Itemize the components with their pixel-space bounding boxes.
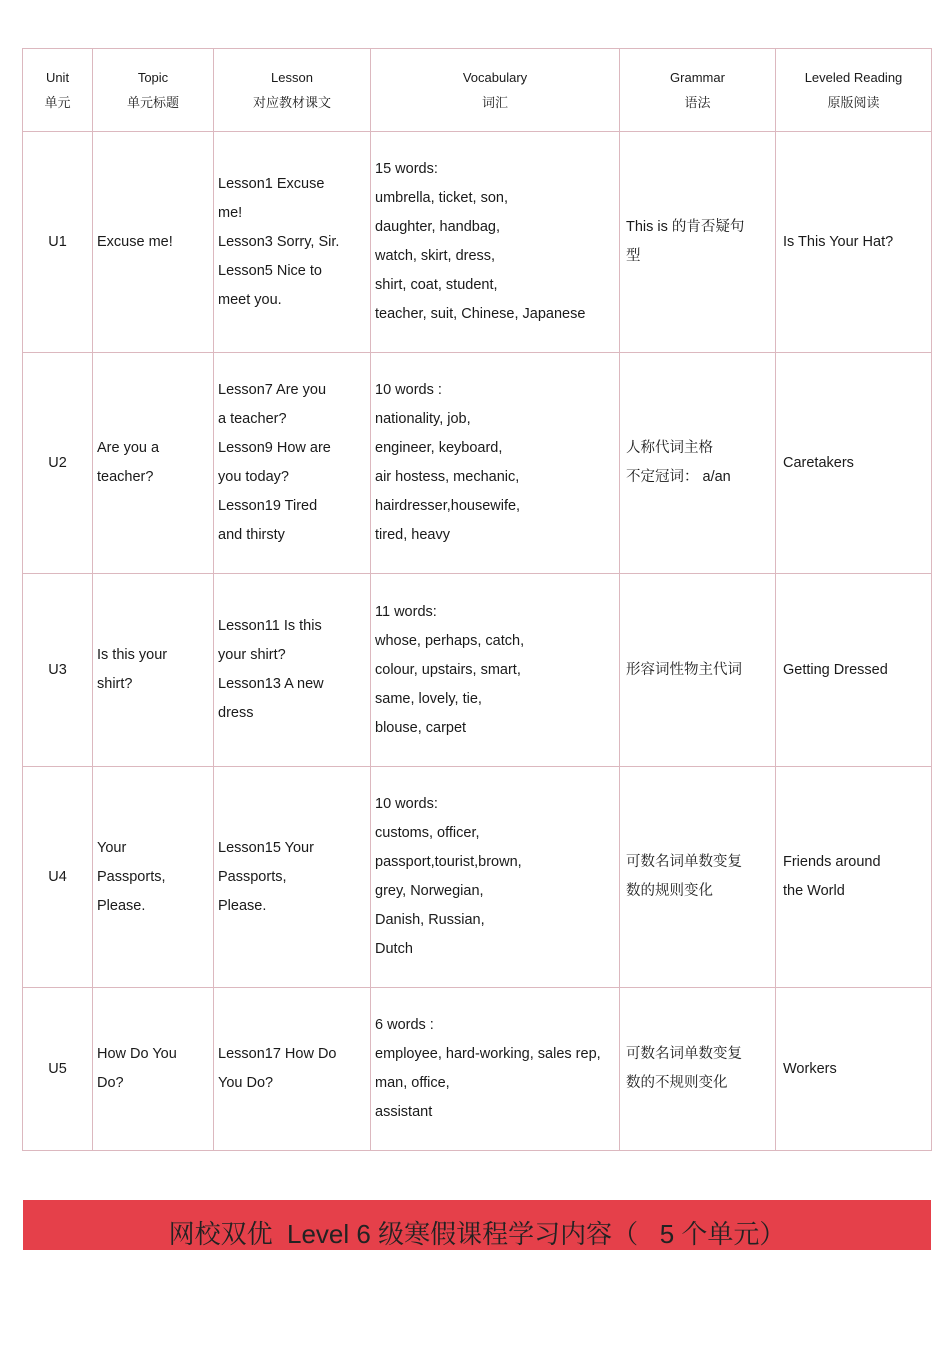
header-lesson: [214, 49, 371, 132]
header-zh: 语法: [684, 95, 711, 110]
cell-lesson: Lesson7 Are you a teacher? Lesson9 How are you today? Lesson19 Tired and thirsty: [214, 353, 371, 574]
table-row-u2: [23, 353, 932, 574]
table-row-u3: [23, 574, 932, 767]
header-reading: [776, 49, 932, 132]
cell-reading: Friends around the World: [776, 767, 932, 988]
header-en: Topic: [137, 70, 169, 85]
header-en: Leveled Reading: [804, 70, 903, 85]
cell-unit: U4: [23, 767, 93, 988]
cell-grammar: 形容词性物主代词: [620, 574, 776, 767]
cell-topic: Your Passports, Please.: [93, 767, 214, 988]
header-en: Vocabulary: [462, 70, 528, 85]
cell-unit: U2: [23, 353, 93, 574]
header-en: Lesson: [271, 70, 313, 85]
cell-unit: U3: [23, 574, 93, 767]
header-zh: 原版阅读: [827, 95, 880, 110]
cell-lesson: Lesson1 Excuse me! Lesson3 Sorry, Sir. Lesson5 Nice to meet you.: [214, 132, 371, 353]
header-row: [23, 49, 932, 132]
header-vocabulary: [371, 49, 620, 132]
cell-lesson: Lesson15 Your Passports, Please.: [214, 767, 371, 988]
header-en: Unit: [45, 70, 70, 85]
banner-title: 网校双优 Level 6 级寒假课程学习内容（ 5 个单元）: [168, 1219, 786, 1249]
cell-grammar: This is 的肯否疑句 型: [620, 132, 776, 353]
header-zh: 单元标题: [126, 95, 179, 110]
cell-vocabulary: 11 words: whose, perhaps, catch, colour, upstairs, smart, same, lovely, tie, blouse, carpet: [371, 574, 620, 767]
cell-topic: How Do You Do?: [93, 988, 214, 1151]
header-zh: 单元: [44, 95, 71, 110]
cell-reading: Getting Dressed: [776, 574, 932, 767]
cell-lesson: Lesson17 How Do You Do?: [214, 988, 371, 1151]
cell-reading: Is This Your Hat?: [776, 132, 932, 353]
table-row-u5: [23, 988, 932, 1151]
cell-vocabulary: 10 words: customs, officer, passport,tourist,brown, grey, Norwegian, Danish, Russian, Dutch: [371, 767, 620, 988]
cell-vocabulary: 10 words : nationality, job, engineer, keyboard, air hostess, mechanic, hairdresser,housewife, tired, heavy: [371, 353, 620, 574]
cell-reading: Workers: [776, 988, 932, 1151]
curriculum-table: [22, 48, 932, 1151]
header-zh: 对应教材课文: [252, 95, 331, 110]
level-banner: [23, 1200, 931, 1250]
cell-lesson: Lesson11 Is this your shirt? Lesson13 A new dress: [214, 574, 371, 767]
cell-unit: U5: [23, 988, 93, 1151]
header-topic: [93, 49, 214, 132]
header-en: Grammar: [670, 70, 725, 85]
cell-topic: Excuse me!: [93, 132, 214, 353]
cell-grammar: 人称代词主格 不定冠词： a/an: [620, 353, 776, 574]
table-row-u4: [23, 767, 932, 988]
cell-topic: Is this your shirt?: [93, 574, 214, 767]
cell-vocabulary: 15 words: umbrella, ticket, son, daughter, handbag, watch, skirt, dress, shirt, coat, student, teacher, suit, Chinese, Japanese: [371, 132, 620, 353]
cell-unit: U1: [23, 132, 93, 353]
cell-reading: Caretakers: [776, 353, 932, 574]
header-grammar: [620, 49, 776, 132]
cell-grammar: 可数名词单数变复 数的不规则变化: [620, 988, 776, 1151]
table-row-u1: [23, 132, 932, 353]
header-unit: [23, 49, 93, 132]
cell-vocabulary: 6 words : employee, hard-working, sales rep, man, office, assistant: [371, 988, 620, 1151]
cell-grammar: 可数名词单数变复 数的规则变化: [620, 767, 776, 988]
header-zh: 词汇: [481, 95, 508, 110]
cell-topic: Are you a teacher?: [93, 353, 214, 574]
